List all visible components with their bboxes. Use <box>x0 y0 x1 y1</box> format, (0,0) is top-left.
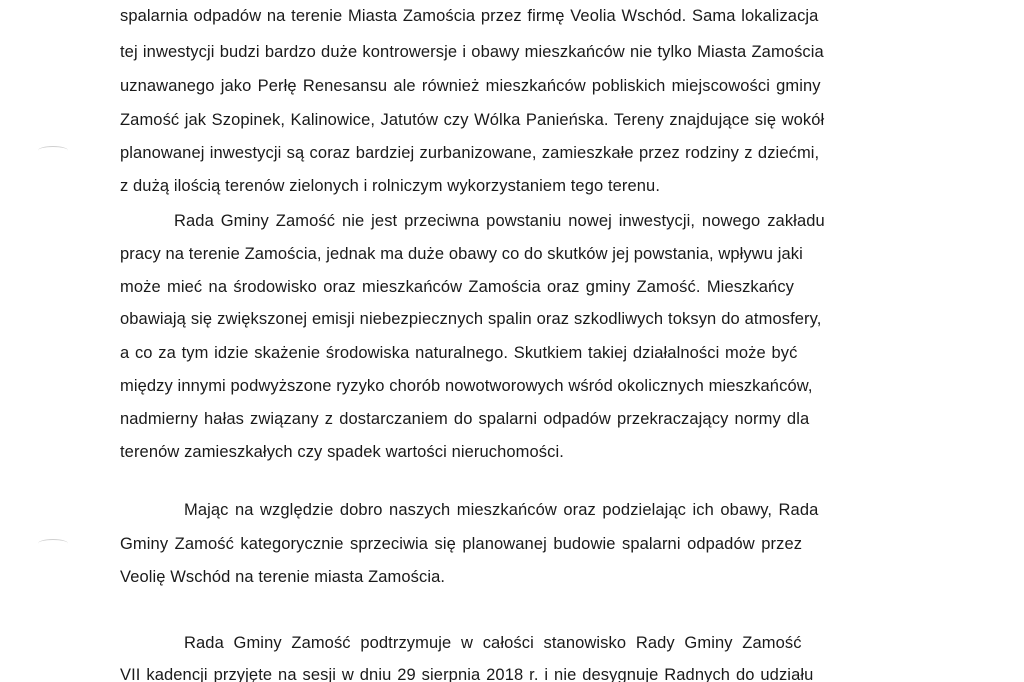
paragraph-4-line-2: VII kadencji przyjęte na sesji w dniu 29 sierpnia 2018 r. i nie desygnuje Radnych do udziału <box>120 666 814 682</box>
paragraph-2-line-2: pracy na terenie Zamościa, jednak ma duże obawy co do skutków jej powstania, wpływu jaki <box>120 245 803 263</box>
paragraph-1-line-2: tej inwestycji budzi bardzo duże kontrowersje i obawy mieszkańców nie tylko Miasta Zamościa <box>120 43 824 61</box>
paragraph-2-line-8: terenów zamieszkałych czy spadek wartości nieruchomości. <box>120 443 564 461</box>
paragraph-1-line-3: uznawanego jako Perłę Renesansu ale również mieszkańców pobliskich miejscowości gminy <box>120 77 821 95</box>
paragraph-3-line-2: Gminy Zamość kategorycznie sprzeciwia się planowanej budowie spalarni odpadów przez <box>120 535 803 553</box>
paragraph-3-line-3: Veolię Wschód na terenie miasta Zamościa. <box>120 568 446 586</box>
paragraph-1-line-5: planowanej inwestycji są coraz bardziej zurbanizowane, zamieszkałe przez rodziny z dziećmi, <box>120 144 820 162</box>
paragraph-2-line-4: obawiają się zwiększonej emisji niebezpiecznych spalin oraz szkodliwych toksyn do atmosfery, <box>120 310 822 328</box>
paragraph-4-line-1: Rada Gminy Zamość podtrzymuje w całości stanowisko Rady Gminy Zamość <box>184 634 802 652</box>
paragraph-2-line-1: Rada Gminy Zamość nie jest przeciwna powstaniu nowej inwestycji, nowego zakładu <box>174 212 825 230</box>
paragraph-3-line-1: Mając na względzie dobro naszych mieszkańców oraz podzielając ich obawy, Rada <box>184 501 819 519</box>
paragraph-1-line-1: spalarnia odpadów na terenie Miasta Zamościa przez firmę Veolia Wschód. Sama lokalizacja <box>120 7 819 25</box>
paragraph-2-line-3: może mieć na środowisko oraz mieszkańców Zamościa oraz gminy Zamość. Mieszkańcy <box>120 278 795 296</box>
paragraph-2-line-6: między innymi podwyższone ryzyko chorób nowotworowych wśród okolicznych mieszkańców, <box>120 377 813 395</box>
paragraph-2-line-5: a co za tym idzie skażenie środowiska naturalnego. Skutkiem takiej działalności może być <box>120 344 798 362</box>
margin-scan-mark <box>38 539 68 548</box>
margin-scan-mark <box>38 146 68 155</box>
paragraph-1-line-6: z dużą ilością terenów zielonych i rolniczym wykorzystaniem tego terenu. <box>120 177 661 195</box>
paragraph-1-line-4: Zamość jak Szopinek, Kalinowice, Jatutów czy Wólka Panieńska. Tereny znajdujące się wokół <box>120 111 825 129</box>
paragraph-2-line-7: nadmierny hałas związany z dostarczaniem do spalarni odpadów przekraczający normy dla <box>120 410 810 428</box>
